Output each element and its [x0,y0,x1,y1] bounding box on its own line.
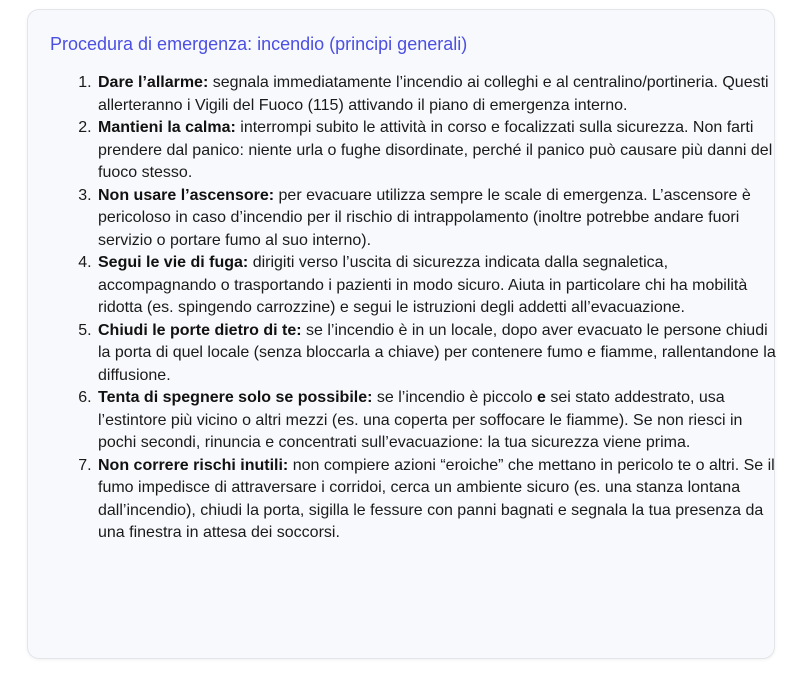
list-item [96,455,776,545]
list-item [96,72,776,117]
item-text: per evacuare utilizza sempre le scale di emergenza. L’ascensore è pericoloso in caso d’incendio per il rischio di intrappolamento (inoltre potrebbe andare fuori servizio o portare fumo al suo interno). [98,186,751,249]
list-item [96,387,776,455]
item-text: se l’incendio è in un locale, dopo aver evacuato le persone chiudi la porta di quel locale (senza bloccarla a chiave) per contenere fumo e fiamme, rallentandone la diffusione. [98,321,776,384]
item-label: Non correre rischi inutili: [98,456,289,474]
item-emphasis: e [536,389,546,406]
procedure-list [72,72,776,545]
item-label: Dare l’allarme: [98,74,209,91]
item-text: sei stato addestrato, usa l’estintore più vicino o altri mezzi (es. una coperta per soffocare le fiamme). Se non riesci in pochi secondi, rinuncia e concentrati sull’evacuazione: la tua sicurezza viene prima. [98,389,743,451]
item-label: Non usare l’ascensore: [98,186,275,204]
item-label: Mantieni la calma: [98,119,236,136]
item-label: Segui le vie di fuga: [98,254,249,271]
card-title: Procedura di emergenza: incendio (principi generali) [50,34,468,54]
item-text: dirigiti verso l’uscita di sicurezza indicata dalla segnaletica, accompagnando o trasportando i pazienti in modo sicuro. Aiuta in particolare chi ha mobilità ridotta (es. spingendo carrozzine) e segui le istruzioni degli addetti all’evacuazione. [98,254,748,316]
list-item [96,320,776,388]
list-item [96,117,776,185]
item-text: interrompi subito le attività in corso e focalizzati sulla sicurezza. Non farti prendere dal panico: niente urla o fughe disordinate, perché il panico può causare più danni del fuoco stesso. [98,119,773,181]
item-text: segnala immediatamente l’incendio ai colleghi e al centralino/portineria. Questi allerteranno i Vigili del Fuoco (115) attivando il piano di emergenza interno. [98,74,769,114]
list-item [96,185,776,253]
item-text: se l’incendio è piccolo [372,389,537,406]
item-text: non compiere azioni “eroiche” che mettano in pericolo te o altri. Se il fumo impedisce di attraversare i corridoi, cerca un ambiente sicuro (es. una stanza lontana dall’incendio), chiudi la porta, sigilla le fessure con panni bagnati e segnala la tua presenza da una finestra in attesa dei soccorsi. [98,456,775,541]
procedure-card [27,9,775,659]
item-label: Chiudi le porte dietro di te: [98,321,302,339]
item-label: Tenta di spegnere solo se possibile: [98,389,373,406]
list-item [96,252,776,320]
